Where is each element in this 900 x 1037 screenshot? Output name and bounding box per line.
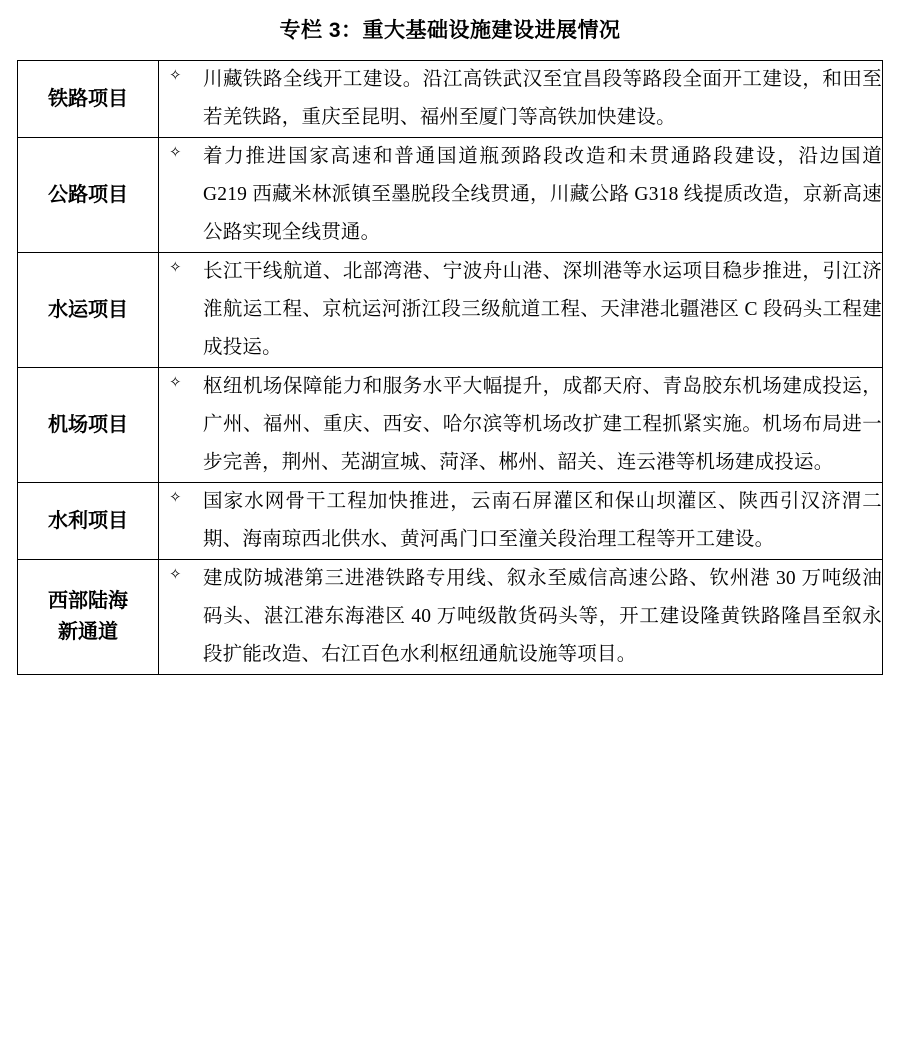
table-row bbox=[18, 138, 883, 253]
diamond-bullet-icon: ✧ bbox=[169, 66, 182, 84]
row-content-text: 建成防城港第三进港铁路专用线、叙永至威信高速公路、钦州港 30 万吨级油码头、湛江港东海港区 40 万吨级散货码头等，开工建设隆黄铁路隆昌至叙永段扩能改造、右江百色水利枢纽通航设施等项目。 bbox=[203, 568, 882, 666]
row-category-label: 铁路项目 bbox=[48, 87, 128, 110]
row-content-cell bbox=[159, 61, 883, 138]
row-category-label: 水运项目 bbox=[48, 298, 128, 321]
row-category-label: 公路项目 bbox=[48, 183, 128, 206]
row-content-text: 川藏铁路全线开工建设。沿江高铁武汉至宜昌段等路段全面开工建设，和田至若羌铁路，重庆至昆明、福州至厦门等高铁加快建设。 bbox=[203, 69, 882, 129]
diamond-bullet-icon: ✧ bbox=[169, 373, 182, 392]
row-category-label: 西部陆海 bbox=[48, 590, 128, 613]
row-content-text: 国家水网骨干工程加快推进，云南石屏灌区和保山坝灌区、陕西引汉济渭二期、海南琼西北供水、黄河禹门口至潼关段治理工程等开工建设。 bbox=[203, 491, 882, 551]
table-row bbox=[18, 61, 883, 138]
table-row bbox=[18, 560, 883, 675]
row-category-label: 机场项目 bbox=[48, 413, 128, 436]
row-category-label: 水利项目 bbox=[48, 509, 128, 532]
row-content-cell bbox=[159, 138, 883, 253]
row-category-cell bbox=[18, 483, 159, 560]
table-row bbox=[18, 368, 883, 483]
row-content-text: 长江干线航道、北部湾港、宁波舟山港、深圳港等水运项目稳步推进，引江济淮航运工程、京杭运河浙江段三级航道工程、天津港北疆港区 C 段码头工程建成投运。 bbox=[203, 261, 882, 359]
table-body bbox=[18, 61, 883, 675]
row-category-cell bbox=[18, 368, 159, 483]
row-content-cell bbox=[159, 253, 883, 368]
diamond-bullet-icon: ✧ bbox=[169, 143, 182, 162]
row-category-cell bbox=[18, 138, 159, 253]
diamond-bullet-icon: ✧ bbox=[169, 565, 182, 584]
diamond-bullet-icon: ✧ bbox=[169, 258, 182, 277]
row-content-text: 着力推进国家高速和普通国道瓶颈路段改造和未贯通路段建设，沿边国道 G219 西藏米林派镇至墨脱段全线贯通，川藏公路 G318 线提质改造，京新高速公路实现全线贯通。 bbox=[203, 146, 882, 244]
row-content-cell bbox=[159, 560, 883, 675]
infrastructure-progress-table bbox=[17, 60, 883, 675]
table-row bbox=[18, 483, 883, 560]
row-content-text: 枢纽机场保障能力和服务水平大幅提升，成都天府、青岛胶东机场建成投运，广州、福州、重庆、西安、哈尔滨等机场改扩建工程抓紧实施。机场布局进一步完善，荆州、芜湖宣城、菏泽、郴州、韶关、连云港等机场建成投运。 bbox=[203, 376, 882, 474]
diamond-bullet-icon: ✧ bbox=[169, 488, 182, 507]
row-category-cell bbox=[18, 253, 159, 368]
row-category-cell bbox=[18, 61, 159, 138]
row-content-cell bbox=[159, 483, 883, 560]
row-category-cell bbox=[18, 560, 159, 675]
row-category-label-line2: 新通道 bbox=[58, 621, 118, 644]
row-content-cell bbox=[159, 368, 883, 483]
page-title: 专栏 3：重大基础设施建设进展情况 bbox=[279, 19, 621, 42]
table-row bbox=[18, 253, 883, 368]
